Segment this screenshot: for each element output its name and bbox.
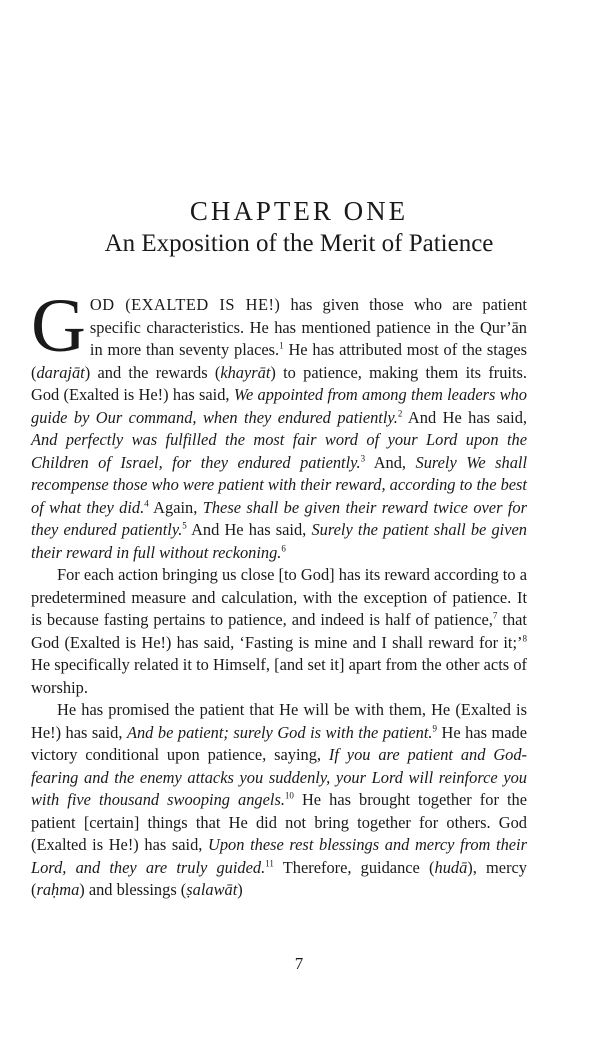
paragraph-1: [31, 284, 528, 564]
text-run: He has brought together for the patient [certain] things that He did not bring together for others. God (Exalted is He!) has said,: [31, 790, 527, 854]
footnote-ref[interactable]: 3: [360, 453, 366, 464]
text-run: ) to patience, making them its fruits. God (Exalted is He!) has said,: [31, 362, 528, 404]
quran-quote: If you are patient and God-fearing and the enemy attacks you suddenly, your Lord will reinforce you with five thousand swooping angels.: [31, 745, 528, 809]
text-run: He has made victory conditional upon patience, saying,: [31, 722, 528, 764]
footnote-ref[interactable]: 8: [522, 633, 527, 644]
quran-quote: And be patient; surely God is with the patient.: [126, 722, 433, 742]
text-run: that God (Exalted is He!) has said, ‘Fasting is mine and I shall reward for it;’: [31, 610, 527, 652]
drop-cap: G: [31, 284, 86, 368]
quran-quote: Upon these rest blessings and mercy from their Lord, and they are truly guided.: [31, 835, 527, 877]
body-text: [31, 284, 528, 902]
quran-quote: And perfectly was fulfilled the most fair word of your Lord upon the Children of Israel, for they endured patiently.: [31, 430, 527, 472]
chapter-title: An Exposition of the Merit of Patience: [104, 230, 494, 257]
footnote-ref[interactable]: 7: [492, 610, 498, 621]
quran-quote: These shall be given their reward twice over for they endured patiently.: [31, 497, 527, 539]
text-run: And,: [365, 452, 416, 472]
footnote-ref[interactable]: 1: [279, 340, 284, 351]
footnote-ref[interactable]: 9: [432, 723, 437, 734]
text-run: He has promised the patient that He will be with them, He (Exalted is He!) has said,: [31, 700, 527, 742]
footnote-ref[interactable]: 10: [284, 790, 294, 801]
footnote-ref[interactable]: 5: [182, 520, 187, 531]
text-run: ): [237, 880, 243, 899]
text-run: And He has said,: [402, 407, 527, 427]
footnote-ref[interactable]: 2: [397, 408, 403, 419]
quran-quote: Surely We shall recompense those who were patient with their reward, according to the best of what they did.: [31, 452, 527, 517]
quran-quote: We appointed from among them leaders who guide by Our command, when they endured patiently.: [31, 385, 527, 427]
paragraph-3: [31, 699, 527, 902]
text-run: ) and blessings (: [79, 880, 187, 899]
text-run: He has attributed most of the stages (: [31, 340, 527, 382]
text-run: Therefore, guidance (: [273, 857, 435, 877]
quran-quote: Surely the patient shall be given their reward in full without reckoning.: [31, 520, 527, 562]
lead-in: OD (EXALTED IS HE!): [89, 295, 281, 314]
term-italic: hudā: [434, 857, 468, 877]
term-italic: raḥma: [36, 880, 80, 899]
paragraph-2: [31, 564, 527, 699]
page-number: 7: [294, 954, 304, 973]
text-run: He specifically related it to Himself, [and set it] apart from the other acts of worship.: [31, 655, 527, 697]
term-italic: ṣalawāt: [186, 880, 238, 899]
chapter-label: CHAPTER ONE: [189, 196, 409, 226]
text-run: has given those who are patient specific characteristics. He has mentioned patience in the Qur’ān in more than seventy places.: [89, 295, 527, 359]
text-run: For each action bringing us close [to God] has its reward according to a predetermined measure and calculation, with the exception of patience. It is because fasting pertains to patience, and indeed is half of patience,: [31, 565, 527, 629]
text-run: And He has said,: [186, 520, 312, 539]
footnote-ref[interactable]: 6: [281, 543, 286, 554]
text-run: Again,: [148, 497, 203, 517]
term-italic: khayrāt: [220, 362, 271, 382]
footnote-ref[interactable]: 4: [144, 498, 149, 509]
text-run: ), mercy (: [31, 857, 527, 899]
term-italic: darajāt: [36, 362, 85, 382]
footnote-ref[interactable]: 11: [265, 858, 274, 869]
text-run: ) and the rewards (: [84, 362, 221, 382]
